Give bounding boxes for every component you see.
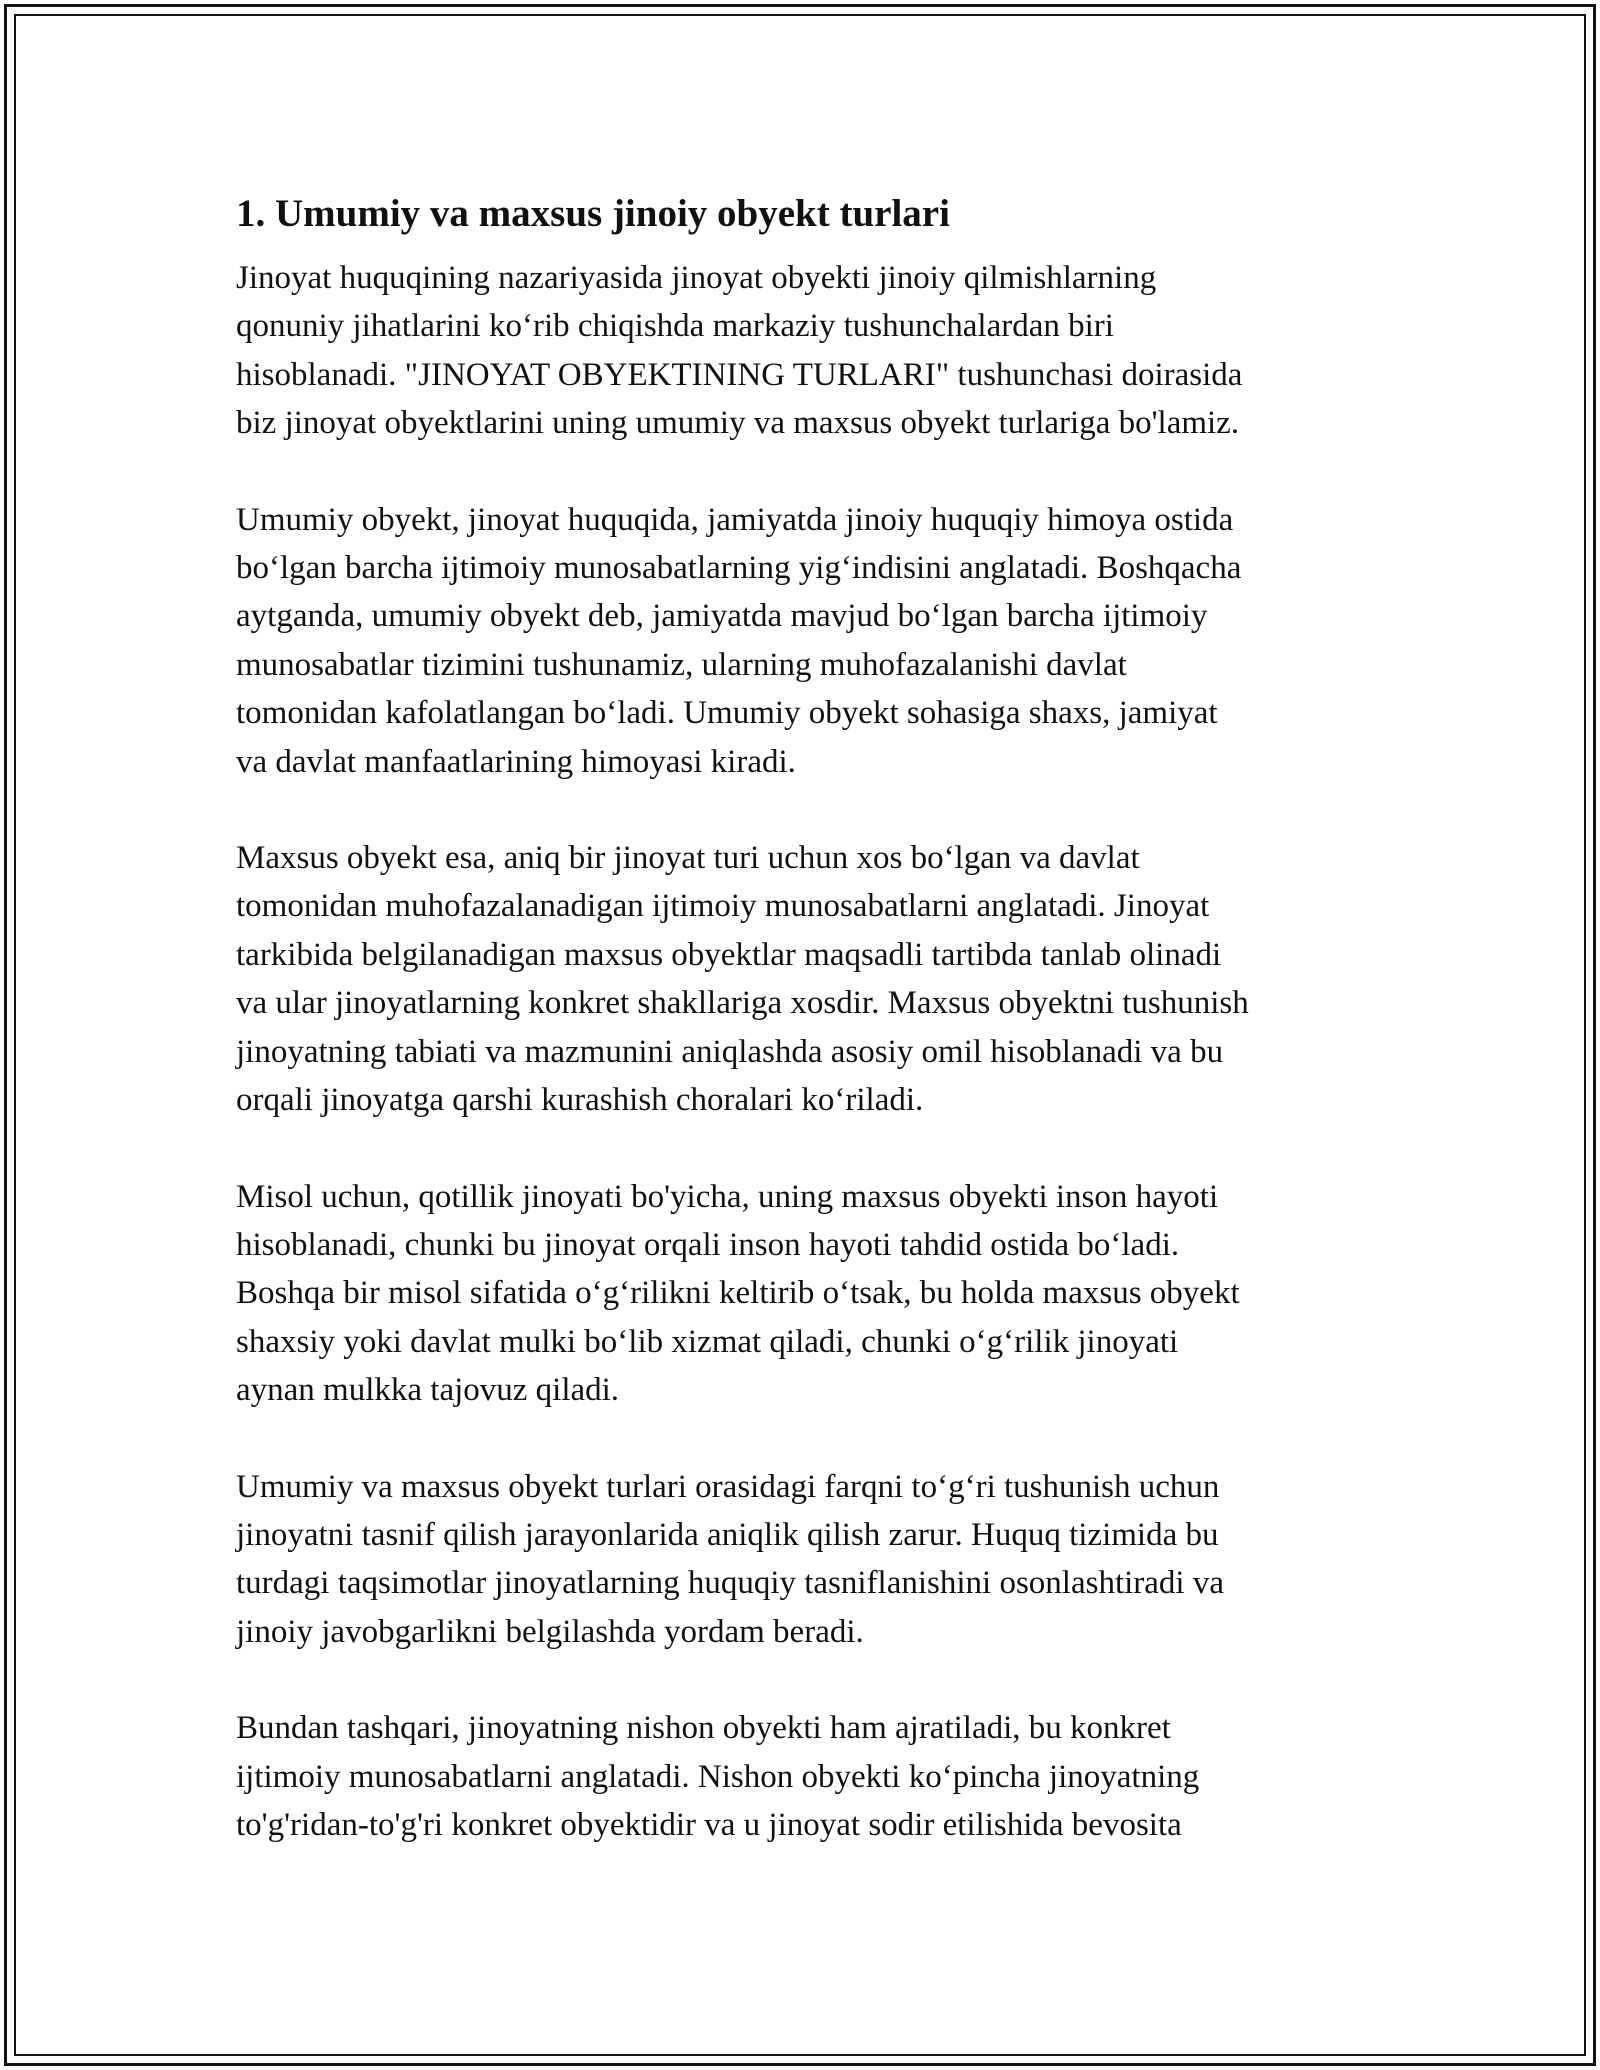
text-line: jinoyatni tasnif qilish jarayonlarida aniqlik qilish zarur. Huquq tizimida bu (236, 1516, 1219, 1553)
text-line: to'g'ridan-to'g'ri konkret obyektidir va u jinoyat sodir etilishida bevosita (236, 1806, 1182, 1843)
document-body (236, 188, 1376, 1897)
text-line: Maxsus obyekt esa, aniq bir jinoyat turi uchun xos bo‘lgan va davlat (236, 840, 1140, 877)
text-line: jinoyatning tabiati va mazmunini aniqlashda asosiy omil hisoblanadi va bu (236, 1033, 1224, 1070)
text-line: Boshqa bir misol sifatida o‘g‘rilikni keltirib o‘tsak, bu holda maxsus obyekt (236, 1275, 1240, 1312)
text-line: hisoblanadi, chunki bu jinoyat orqali inson hayoti tahdid ostida bo‘ladi. (236, 1226, 1180, 1263)
text-line: jinoiy javobgarlikni belgilashda yordam beradi. (236, 1613, 864, 1650)
text-line: Jinoyat huquqining nazariyasida jinoyat obyekti jinoiy qilmishlarning (236, 260, 1157, 296)
paragraph (236, 254, 1376, 448)
text-line: turdagi taqsimotlar jinoyatlarning huquqiy tasniflanishini osonlashtiradi va (236, 1565, 1225, 1602)
text-line: tomonidan muhofazalanadigan ijtimoiy munosabatlarni anglatadi. Jinoyat (236, 888, 1210, 925)
paragraph (236, 1704, 1376, 1849)
text-line: bo‘lgan barcha ijtimoiy munosabatlarning yig‘indisini anglatadi. Boshqacha (236, 550, 1242, 587)
text-line: orqali jinoyatga qarshi kurashish choralari ko‘riladi. (236, 1082, 924, 1119)
text-line: ijtimoiy munosabatlarni anglatadi. Nishon obyekti ko‘pincha jinoyatning (236, 1758, 1200, 1795)
text-line: qonuniy jihatlarini ko‘rib chiqishda markaziy tushunchalardan biri (236, 308, 1114, 345)
text-line: biz jinoyat obyektlarini uning umumiy va maxsus obyekt turlariga bo'lamiz. (236, 405, 1240, 442)
page-title: 1. Umumiy va maxsus jinoiy obyekt turlari (236, 192, 950, 235)
text-line: munosabatlar tizimini tushunamiz, ularning muhofazalanishi davlat (236, 646, 1127, 683)
paragraph (236, 1173, 1376, 1415)
text-line: aynan mulkka tajovuz qiladi. (236, 1372, 620, 1409)
text-line: shaxsiy yoki davlat mulki bo‘lib xizmat qiladi, chunki o‘g‘rilik jinoyati (236, 1323, 1179, 1360)
paragraph (236, 496, 1376, 786)
paragraph (236, 1463, 1376, 1657)
text-line: Umumiy obyekt, jinoyat huquqida, jamiyatda jinoiy huquqiy himoya ostida (236, 501, 1234, 538)
text-line: hisoblanadi. "JINOYAT OBYEKTINING TURLARI" tushunchasi doirasida (236, 356, 1243, 393)
text-line: va davlat manfaatlarining himoyasi kiradi. (236, 743, 796, 780)
paragraph (236, 834, 1376, 1124)
text-line: Misol uchun, qotillik jinoyati bo'yicha, uning maxsus obyekti inson hayoti (236, 1178, 1219, 1215)
text-line: Bundan tashqari, jinoyatning nishon obyekti ham ajratiladi, bu konkret (236, 1710, 1171, 1747)
text-line: aytganda, umumiy obyekt deb, jamiyatda mavjud bo‘lgan barcha ijtimoiy (236, 598, 1208, 635)
text-line: va ular jinoyatlarning konkret shakllariga xosdir. Maxsus obyektni tushunish (236, 985, 1249, 1022)
text-line: tomonidan kafolatlangan bo‘ladi. Umumiy obyekt sohasiga shaxs, jamiyat (236, 695, 1218, 732)
text-line: tarkibida belgilanadigan maxsus obyektlar maqsadli tartibda tanlab olinadi (236, 936, 1222, 973)
text-line: Umumiy va maxsus obyekt turlari orasidagi farqni to‘g‘ri tushunish uchun (236, 1468, 1220, 1505)
